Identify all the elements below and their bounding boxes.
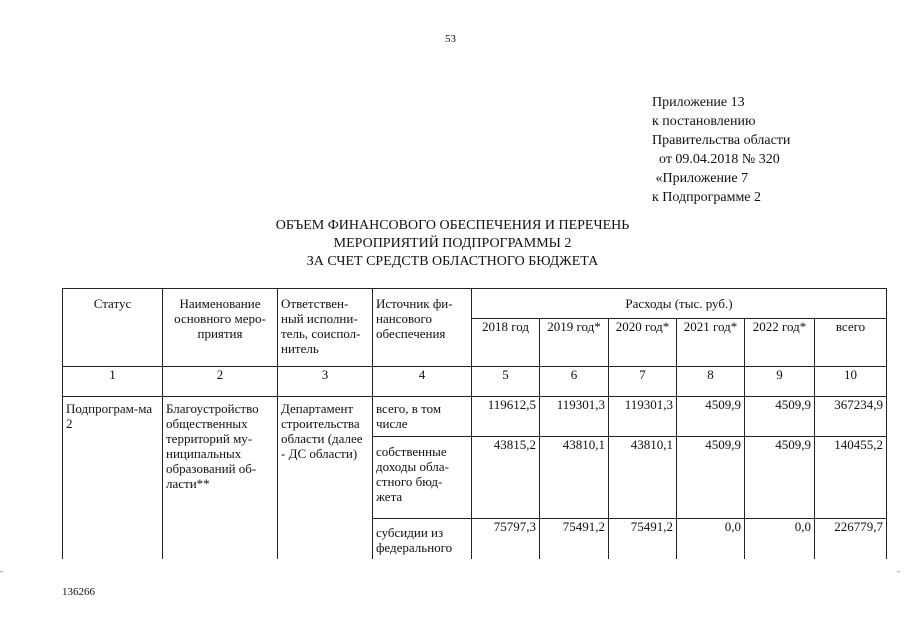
value-cell: 43810,1: [609, 437, 677, 519]
column-number: 7: [609, 367, 677, 397]
budget-table: [62, 288, 887, 559]
value-cell: 4509,9: [745, 397, 815, 437]
table-row: [63, 397, 887, 437]
responsible-cell: Департамент строительства области (далее - ДС области): [278, 397, 373, 559]
scan-edge-mark: -: [0, 566, 3, 576]
column-number: 3: [278, 367, 373, 397]
value-cell: 0,0: [745, 519, 815, 559]
appendix-line: от 09.04.2018 № 320: [652, 152, 780, 167]
header-year: 2019 год*: [540, 319, 609, 367]
header-responsible: Ответствен-ный исполни-тель, соиспол-нитель: [278, 289, 373, 367]
column-number: 2: [163, 367, 278, 397]
status-cell: Подпрограм-ма 2: [63, 397, 163, 559]
value-cell: 0,0: [677, 519, 745, 559]
value-cell: 43810,1: [540, 437, 609, 519]
value-cell: 4509,9: [677, 437, 745, 519]
header-total: всего: [815, 319, 887, 367]
column-number: 8: [677, 367, 745, 397]
column-number: 4: [373, 367, 472, 397]
header-event-name: Наименование основного меро-приятия: [163, 289, 278, 367]
value-cell: 140455,2: [815, 437, 887, 519]
value-cell: 119301,3: [540, 397, 609, 437]
value-cell: 119612,5: [472, 397, 540, 437]
header-status: Статус: [63, 289, 163, 367]
column-number: 6: [540, 367, 609, 397]
appendix-line: к постановлению: [652, 114, 756, 129]
header-year: 2022 год*: [745, 319, 815, 367]
header-year: 2018 год: [472, 319, 540, 367]
value-cell: 75491,2: [609, 519, 677, 559]
value-cell: 43815,2: [472, 437, 540, 519]
page-number: 53: [445, 33, 456, 45]
scan-edge-mark: -: [897, 566, 900, 576]
column-number: 1: [63, 367, 163, 397]
header-source: Источник фи-нансового обеспечения: [373, 289, 472, 367]
document-code: 136266: [62, 586, 95, 598]
header-row: [63, 289, 887, 319]
column-number: 5: [472, 367, 540, 397]
value-cell: 119301,3: [609, 397, 677, 437]
value-cell: 4509,9: [745, 437, 815, 519]
column-number: 9: [745, 367, 815, 397]
value-cell: 75491,2: [540, 519, 609, 559]
column-number-row: [63, 367, 887, 397]
header-year: 2020 год*: [609, 319, 677, 367]
header-expenses: Расходы (тыс. руб.): [472, 289, 887, 319]
value-cell: 367234,9: [815, 397, 887, 437]
value-cell: 75797,3: [472, 519, 540, 559]
appendix-line: Приложение 13: [652, 95, 745, 110]
event-name-cell: Благоустройство общественных территорий му-ниципальных образований об-ласти**: [163, 397, 278, 559]
appendix-line: к Подпрограмме 2: [652, 190, 762, 205]
source-cell: субсидии из федерального: [373, 519, 472, 559]
title-line: МЕРОПРИЯТИЙ ПОДПРОГРАММЫ 2: [333, 236, 572, 251]
source-cell: всего, в том числе: [373, 397, 472, 437]
appendix-note: [652, 93, 790, 207]
header-year: 2021 год*: [677, 319, 745, 367]
appendix-line: Правительства области: [652, 133, 791, 148]
document-title: [0, 217, 905, 271]
value-cell: 4509,9: [677, 397, 745, 437]
column-number: 10: [815, 367, 887, 397]
title-line: ОБЪЕМ ФИНАНСОВОГО ОБЕСПЕЧЕНИЯ И ПЕРЕЧЕНЬ: [275, 218, 630, 233]
appendix-line: «Приложение 7: [652, 171, 749, 186]
value-cell: 226779,7: [815, 519, 887, 559]
title-line: ЗА СЧЕТ СРЕДСТВ ОБЛАСТНОГО БЮДЖЕТА: [306, 254, 599, 269]
source-cell: собственные доходы обла-стного бюд-жета: [373, 437, 472, 519]
